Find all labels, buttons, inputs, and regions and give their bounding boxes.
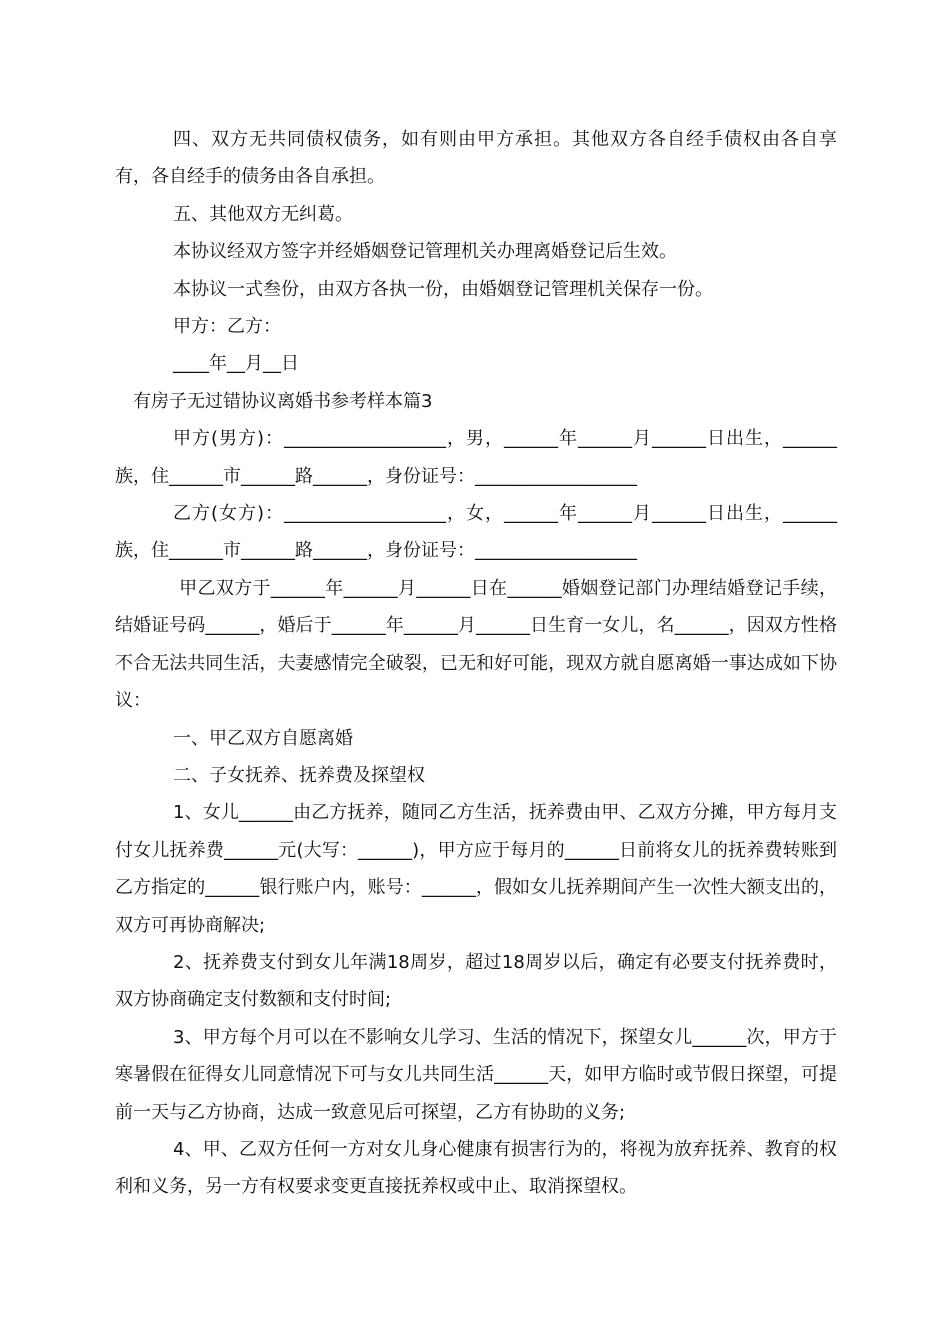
clause-two-heading: 二、子女抚养、抚养费及探望权	[173, 764, 425, 786]
clause-four: 四、双方无共同债权债务，如有则由甲方承担。其他双方各自经手债权由各自享有，各自经手的债务由各自承担。	[115, 129, 837, 188]
document-body	[115, 121, 837, 1206]
clause-five: 五、其他双方无纠葛。	[173, 203, 353, 225]
child-support-item-2: 2、抚养费支付到女儿年满18周岁，超过18周岁以后，确定有必要支付抚养费时，双方协商确定支付数额和支付时间;	[115, 951, 837, 1011]
marriage-background: 甲乙双方于______年______月______日在______婚姻登记部门办理结婚登记手续，结婚证号码______，婚后于______年______月______日生育一女儿，名______，因双方性格不合无法共同生活，夫妻感情完全破裂，已无和好可能，现双方就自愿离婚一事达成如下协议：	[115, 577, 837, 712]
copies-clause: 本协议一式叁份，由双方各执一份，由婚姻登记管理机关保存一份。	[173, 278, 713, 300]
section-title: 有房子无过错协议离婚书参考样本篇3	[133, 390, 433, 412]
party-a-info: 甲方(男方)：__________________，男，______年______月______日出生，______族，住______市______路______，身份证号：__________________	[115, 428, 837, 487]
child-support-item-1: 1、女儿______由乙方抚养，随同乙方生活，抚养费由甲、乙双方分摊，甲方每月支付女儿抚养费______元(大写：______)，甲方应于每月的______日前将女儿的抚养费转账到乙方指定的______银行账户内，账号：______，假如女儿抚养期间产生一次性大额支出的，双方可再协商解决;	[115, 802, 837, 936]
effective-clause: 本协议经双方签字并经婚姻登记管理机关办理离婚登记后生效。	[173, 241, 677, 263]
party-b-info: 乙方(女方)：__________________，女，______年______月______日出生，______族，住______市______路______，身份证号：__________________	[115, 503, 837, 562]
child-support-item-4: 4、甲、乙双方任何一方对女儿身心健康有损害行为的，将视为放弃抚养、教育的权利和义务，另一方有权要求变更直接抚养权或中止、取消探望权。	[115, 1138, 837, 1198]
signature-line: 甲方：乙方：	[173, 316, 281, 338]
date-line: ____年__月__日	[173, 353, 299, 375]
clause-one-divorce: 一、甲乙双方自愿离婚	[173, 727, 353, 749]
child-support-item-3: 3、甲方每个月可以在不影响女儿学习、生活的情况下，探望女儿______次，甲方于寒暑假在征得女儿同意情况下可与女儿共同生活______天，如甲方临时或节假日探望，可提前一天与乙方协商，达成一致意见后可探望，乙方有协助的义务;	[115, 1026, 837, 1123]
